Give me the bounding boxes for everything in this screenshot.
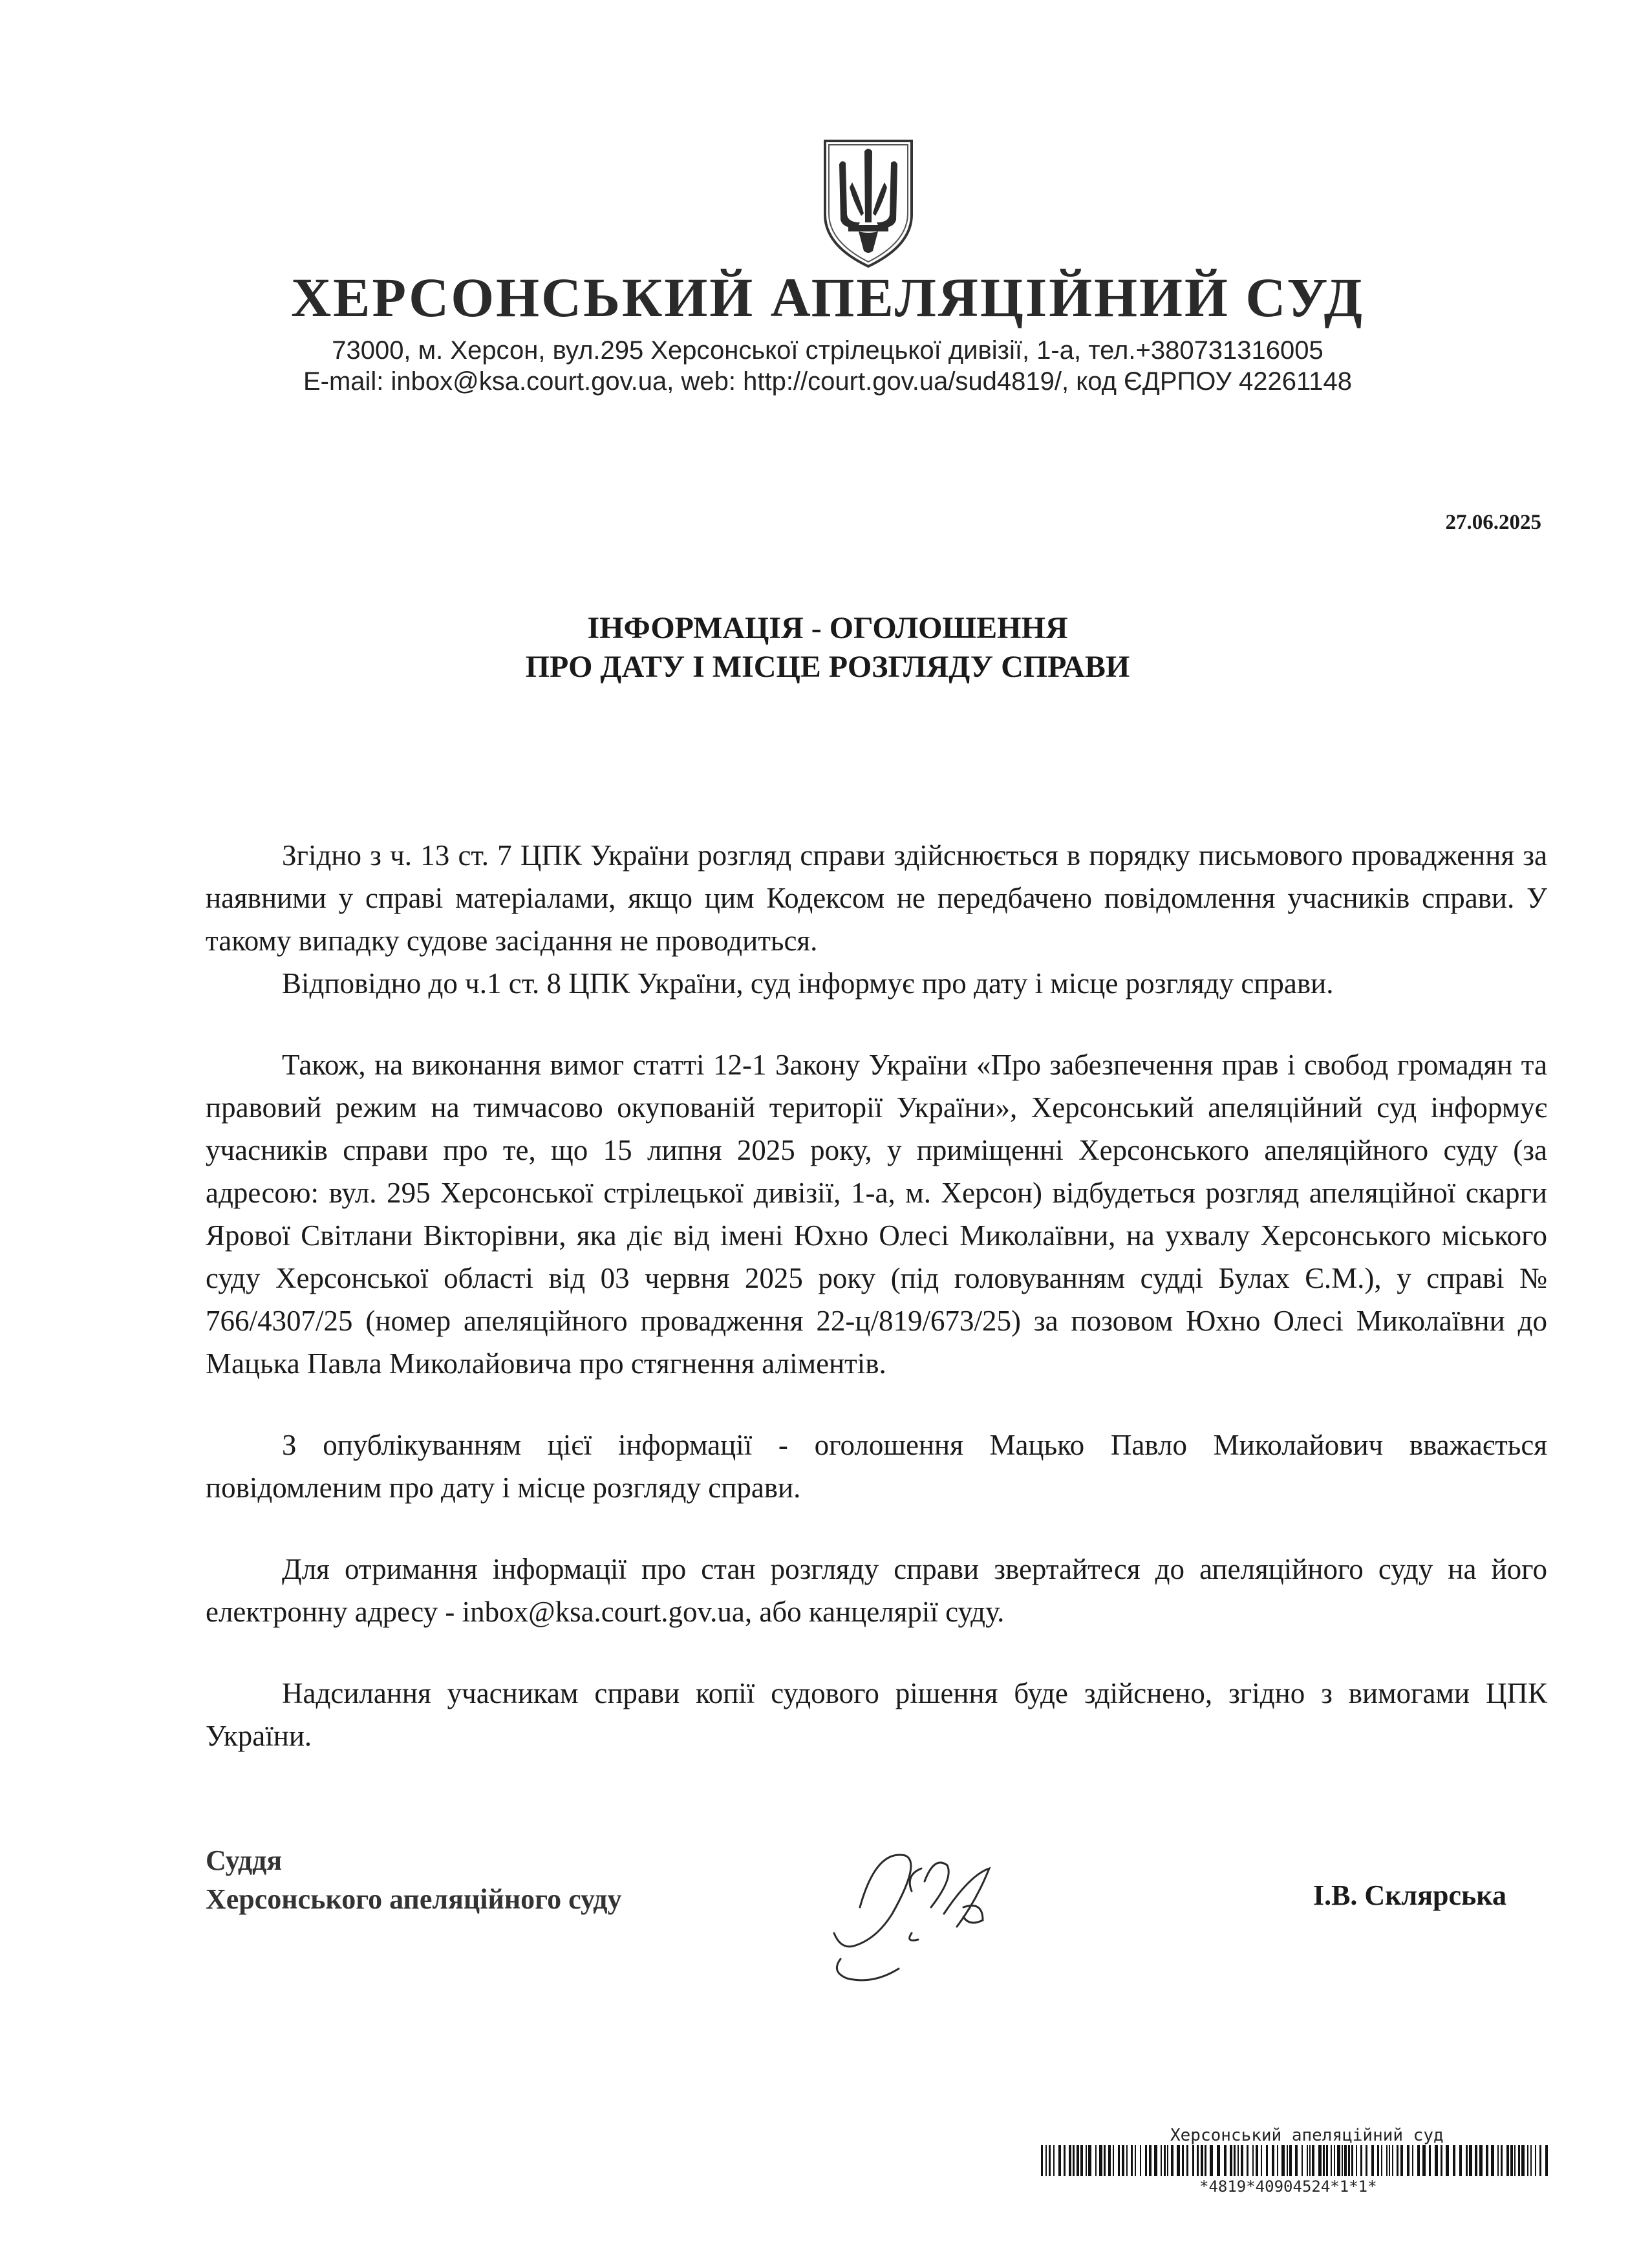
document-date: 27.06.2025 [1445, 511, 1541, 534]
signer-name: І.В. Склярська [1312, 1879, 1506, 1911]
coat-of-arms-icon [820, 137, 917, 270]
paragraph: Надсилання учасникам справи копії судового рішення буде здійснено, згідно з вимогами ЦПК України. [206, 1677, 1547, 1752]
court-name: ХЕРСОНСЬКИЙ АПЕЛЯЦІЙНИЙ СУД [291, 266, 1364, 328]
paragraph: Згідно з ч. 13 ст. 7 ЦПК України розгляд справи здійснюється в порядку письмового провадження за наявними у справі матеріалами, якщо цим Кодексом не передбачено повідомлення учасників справи. У такому випадку судове засідання не проводиться. [206, 839, 1547, 957]
barcode-icon [1041, 2145, 1552, 2176]
signer-court: Херсонського апеляційного суду [206, 1883, 622, 1915]
signature-icon [815, 1830, 1034, 1998]
court-address: 73000, м. Херсон, вул.295 Херсонської стрілецької дивізії, 1-а, тел.+380731316005 [332, 336, 1323, 365]
paragraph: Для отримання інформації про стан розгляду справи звертайтеся до апеляційного суду на його електронну адресу - inbox@ksa.court.gov.ua, або канцелярії суду. [206, 1553, 1547, 1628]
paragraph: Відповідно до ч.1 ст. 8 ЦПК України, суд інформує про дату і місце розгляду справи. [282, 967, 1334, 1000]
signer-title [206, 1841, 622, 1919]
paragraph: З опублікуванням цієї інформації - оголошення Мацько Павло Миколайович вважається повідомленим про дату і місце розгляду справи. [206, 1429, 1547, 1504]
court-contacts: E-mail: inbox@ksa.court.gov.ua, web: http://court.gov.ua/sud4819/, код ЄДРПОУ 42261148 [303, 367, 1353, 396]
document-subtitle: ПРО ДАТУ І МІСЦЕ РОЗГЛЯДУ СПРАВИ [525, 650, 1130, 684]
barcode-number: *4819*40904524*1*1* [1199, 2177, 1377, 2196]
barcode-caption: Херсонський апеляційний суд [1170, 2126, 1444, 2145]
document-body [206, 834, 1547, 1757]
paragraph: Також, на виконання вимог статті 12-1 Закону України «Про забезпечення прав і свобод громадян та правовий режим на тимчасово окупованій території України», Херсонський апеляційний суд інформує учасників справи про те, що 15 липня 2025 року, у приміщенні Херсонського апеляційного суду (за адресою: вул. 295 Херсонської стрілецької дивізії, 1-а, м. Херсон) відбудеться розгляд апеляційної скарги Ярової Світлани Вікторівни, яка діє від імені Юхно Олесі Миколаївни, на ухвалу Херсонського міського суду Херсонської області від 03 червня 2025 року (під головуванням судді Булах Є.М.), у справі № 766/4307/25 (номер апеляційного провадження 22-ц/819/673/25) за позовом Юхно Олесі Миколаївни до Мацька Павла Миколайовича про стягнення аліментів. [206, 1049, 1547, 1380]
signer-position: Суддя [206, 1845, 283, 1876]
document-title: ІНФОРМАЦІЯ - ОГОЛОШЕННЯ [587, 611, 1068, 645]
